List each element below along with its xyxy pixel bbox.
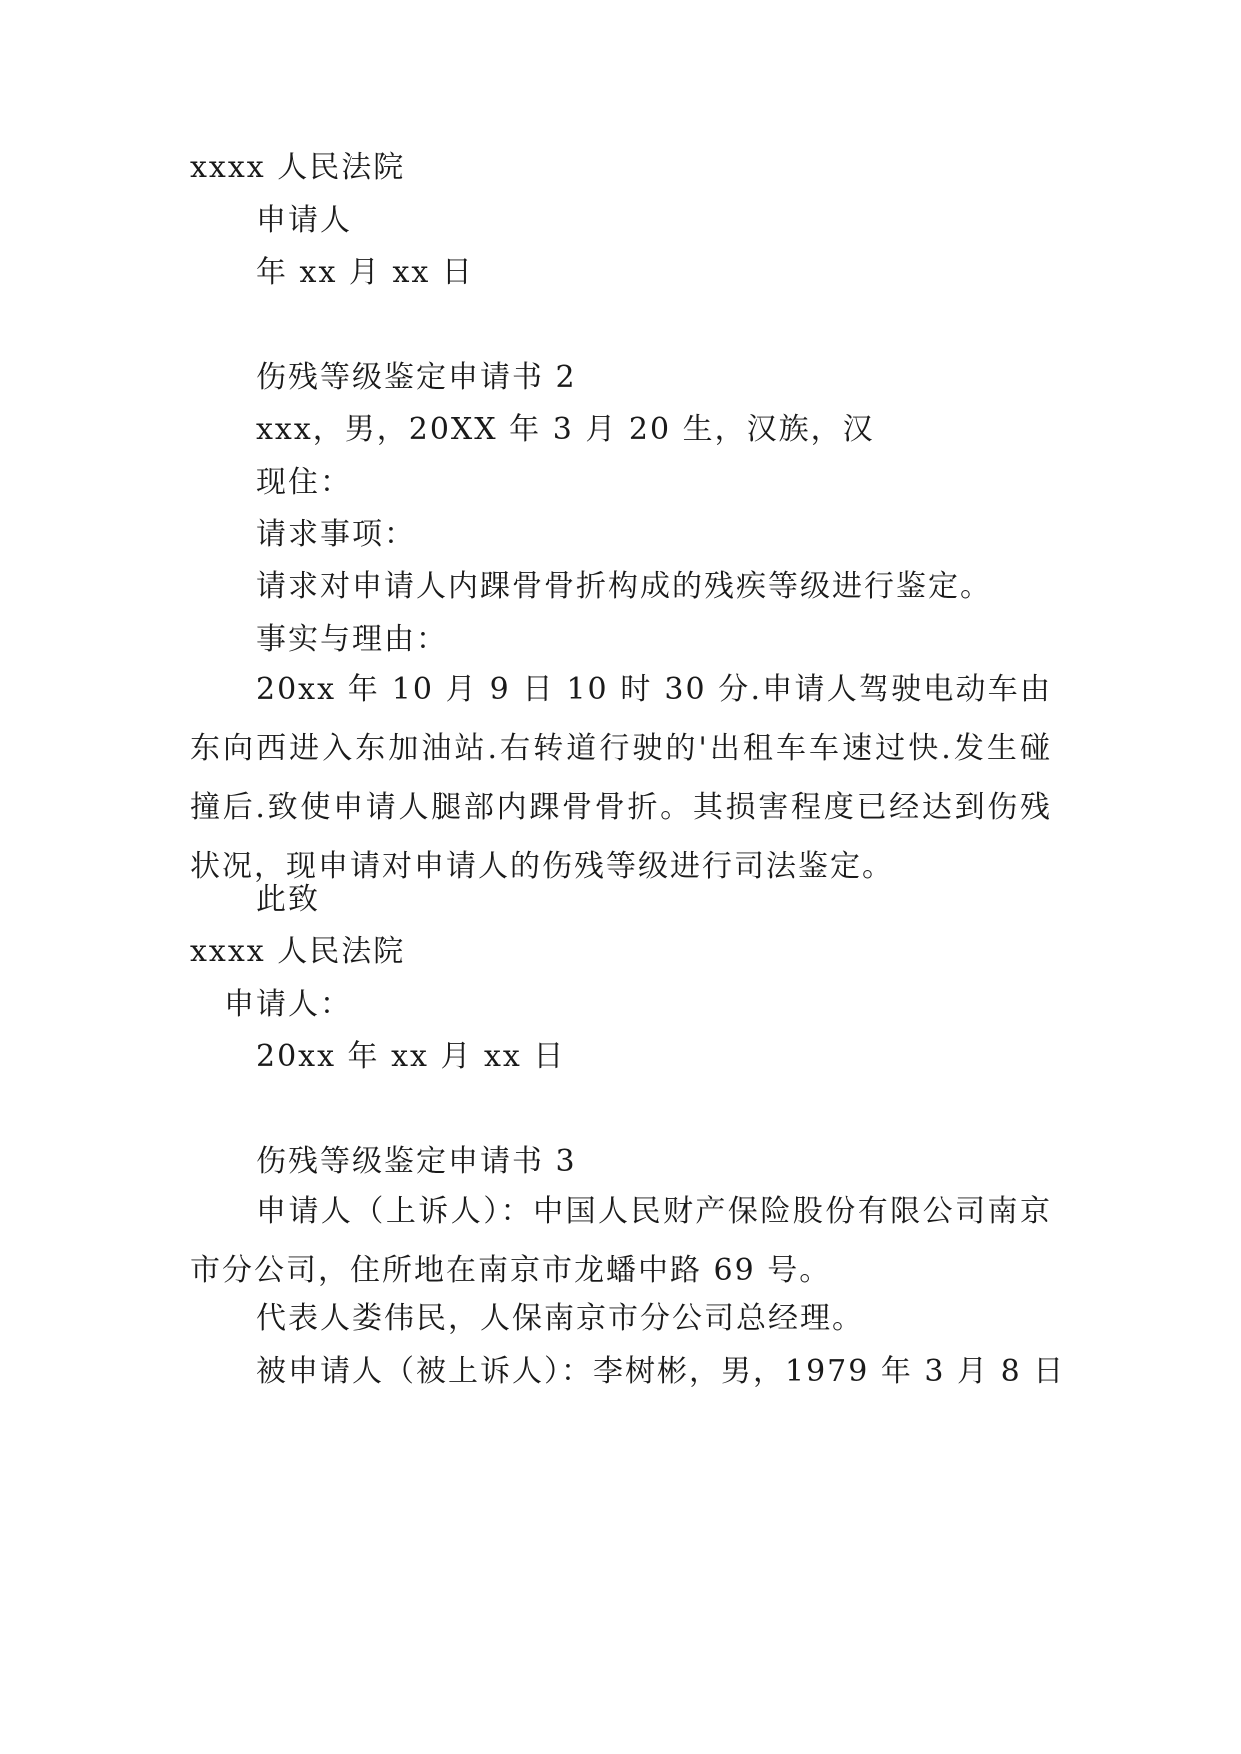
applicant-label-top: 申请人	[256, 203, 352, 238]
section-2-request-heading: 请求事项：	[256, 517, 416, 552]
section-2-facts-heading: 事实与理由：	[256, 622, 448, 657]
section-3-applicant-text: 申请人（上诉人）：中国人民财产保险股份有限公司南京市分公司，住所地在南京市龙蟠中路 69 号。	[190, 1194, 1052, 1288]
section-2-residence: 现住：	[256, 465, 352, 500]
section-3-title: 伤残等级鉴定申请书 3	[256, 1144, 577, 1179]
section-2-facts-text: 20xx 年 10 月 9 日 10 时 30 分.申请人驾驶电动车由东向西进入东加油站.右转道行驶的'出租车车速过快.发生碰撞后.致使申请人腿部内踝骨骨折。其损害程度已经达到伤残状况，现申请对申请人的伤残等级进行司法鉴定。	[190, 672, 1052, 884]
section-2-closing: 此致	[256, 882, 320, 917]
section-3-respondent: 被申请人（被上诉人）：李树彬，男，1979 年 3 月 8 日	[256, 1354, 1066, 1389]
section-2-applicant-info: xxx，男，20XX 年 3 月 20 生，汉族，汉	[256, 412, 875, 447]
section-2-applicant-sign: 申请人：	[224, 987, 352, 1022]
section-2-request-text: 请求对申请人内踝骨骨折构成的残疾等级进行鉴定。	[256, 569, 992, 604]
section-2-title: 伤残等级鉴定申请书 2	[256, 360, 577, 395]
court-name-top: xxxx 人民法院	[190, 150, 406, 185]
section-3-representative: 代表人娄伟民，人保南京市分公司总经理。	[256, 1301, 864, 1336]
section-2-court-name: xxxx 人民法院	[190, 934, 406, 969]
section-2-date: 20xx 年 xx 月 xx 日	[256, 1039, 566, 1074]
date-top: 年 xx 月 xx 日	[256, 255, 474, 290]
